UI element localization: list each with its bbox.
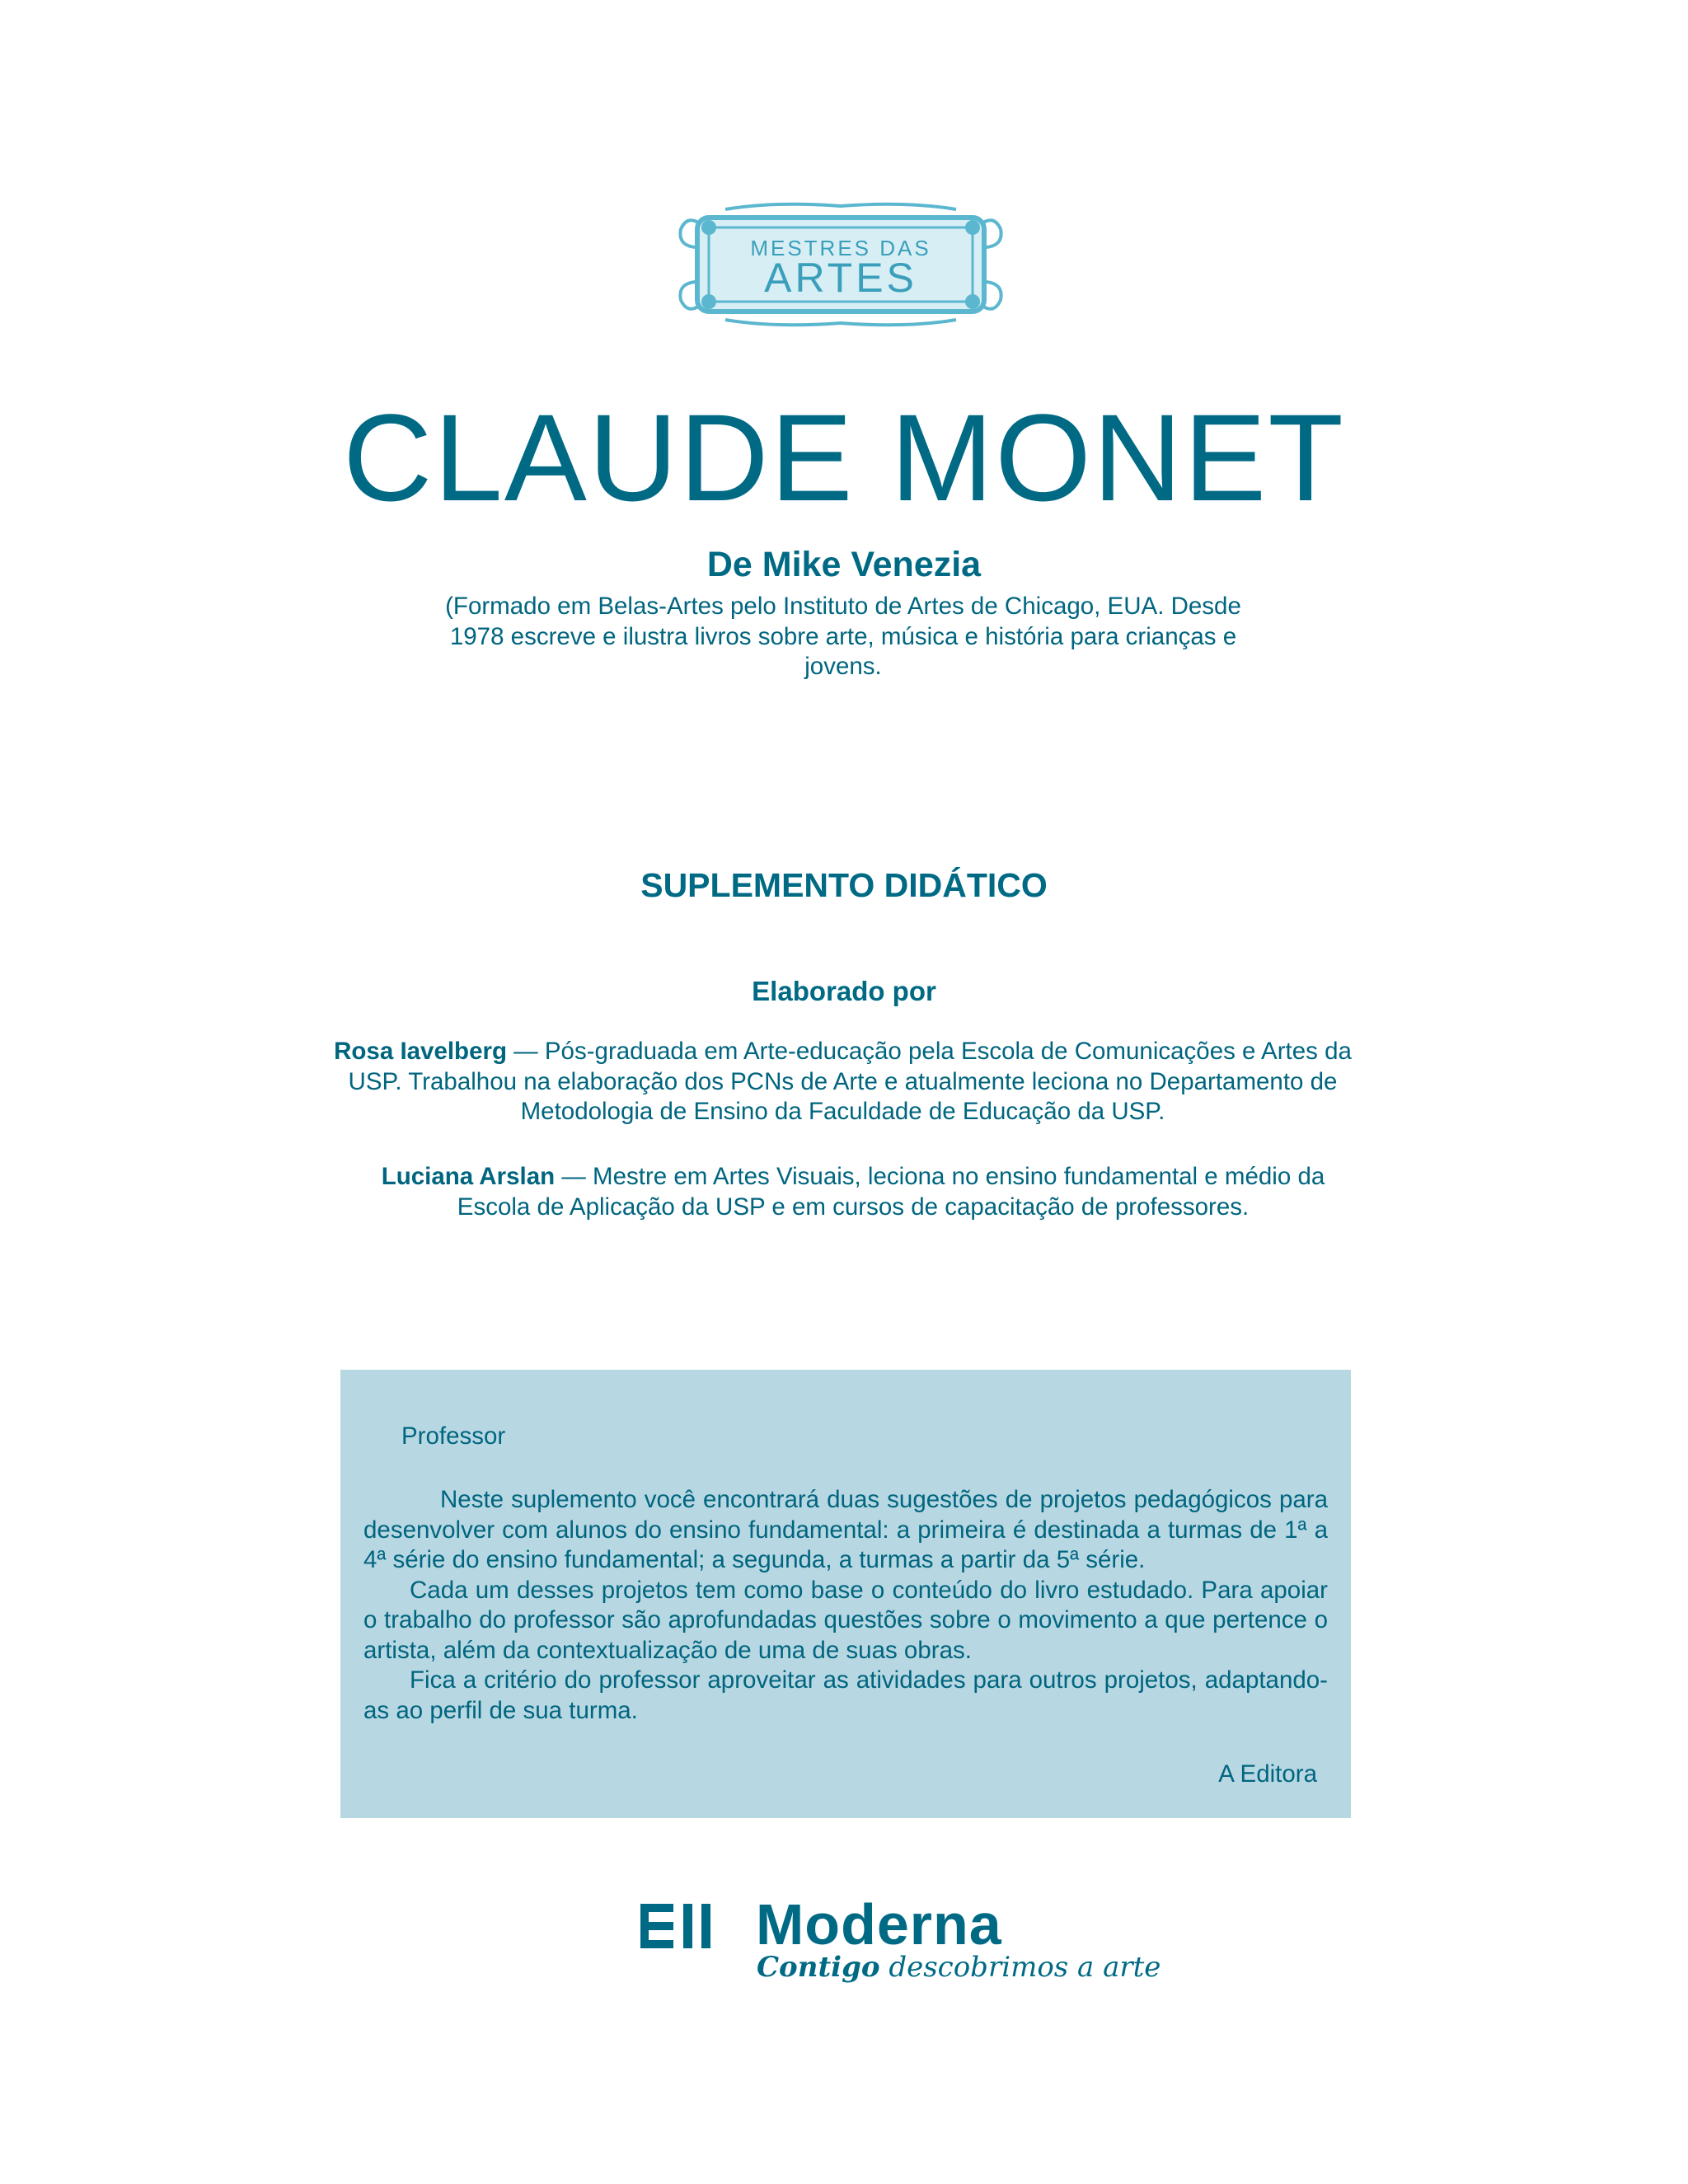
teacher-note-box [340, 1370, 1351, 1818]
publisher-name: Moderna [756, 1892, 1002, 1957]
publisher-tagline [757, 1950, 1160, 1985]
prepared-by-heading: Elaborado por [752, 976, 936, 1006]
badge-line2: ARTES [764, 255, 917, 301]
credit-name: Rosa Iavelberg [334, 1038, 507, 1065]
moderna-logo-icon [640, 1904, 723, 1948]
supplement-title: SUPLEMENTO DIDÁTICO [640, 866, 1048, 904]
note-paragraph: Fica a critério do professor aproveitar as atividades para outros projetos, adaptando-as ao perfil de sua turma. [363, 1666, 1328, 1724]
series-logo-badge [676, 199, 1006, 330]
badge-line1: MESTRES DAS [750, 236, 931, 260]
note-body [363, 1485, 1328, 1726]
credit-name: Luciana Arslan [381, 1163, 556, 1190]
author-line: De Mike Venezia [706, 545, 982, 584]
credit-paragraph [326, 1037, 1360, 1127]
note-paragraph: Cada um desses projetos tem como base o conteúdo do livro estudado. Para apoiar o trabalho do professor são aprofundadas questões sobre o movimento a que pertence o artista, além da contextualização de uma de suas obras. [363, 1576, 1328, 1664]
credit-text: — Mestre em Artes Visuais, leciona no ensino fundamental e médio da Escola de Aplicação da USP e em cursos de capacitação de professores. [457, 1163, 1325, 1221]
credit-text: — Pós-graduada em Arte-educação pela Escola de Comunicações e Artes da USP. Trabalhou na elaboração dos PCNs de Arte e atualmente leciona no Departamento de Metodologia de Ensino da Faculdade de Educação da USP. [348, 1038, 1352, 1125]
tagline-bold: Contigo [757, 1951, 880, 1984]
tagline-rest: descobrimos a arte [879, 1951, 1161, 1984]
note-paragraph: Neste suplemento você encontrará duas sugestões de projetos pedagógicos para desenvolver com alunos do ensino fundamental: a primeira é destinada a turmas de 1ª a 4ª série do ensino fundamental; a segunda, a turmas a partir da 5ª série. [363, 1486, 1328, 1573]
book-title: CLAUDE MONET [343, 388, 1345, 527]
credit-paragraph [346, 1162, 1360, 1222]
author-bio: (Formado em Belas-Artes pelo Instituto de Artes de Chicago, EUA. Desde 1978 escreve e ilustra livros sobre arte, música e história para crianças e jovens. [445, 593, 1241, 680]
note-greeting: Professor [401, 1422, 506, 1450]
note-signature: A Editora [1218, 1760, 1317, 1788]
